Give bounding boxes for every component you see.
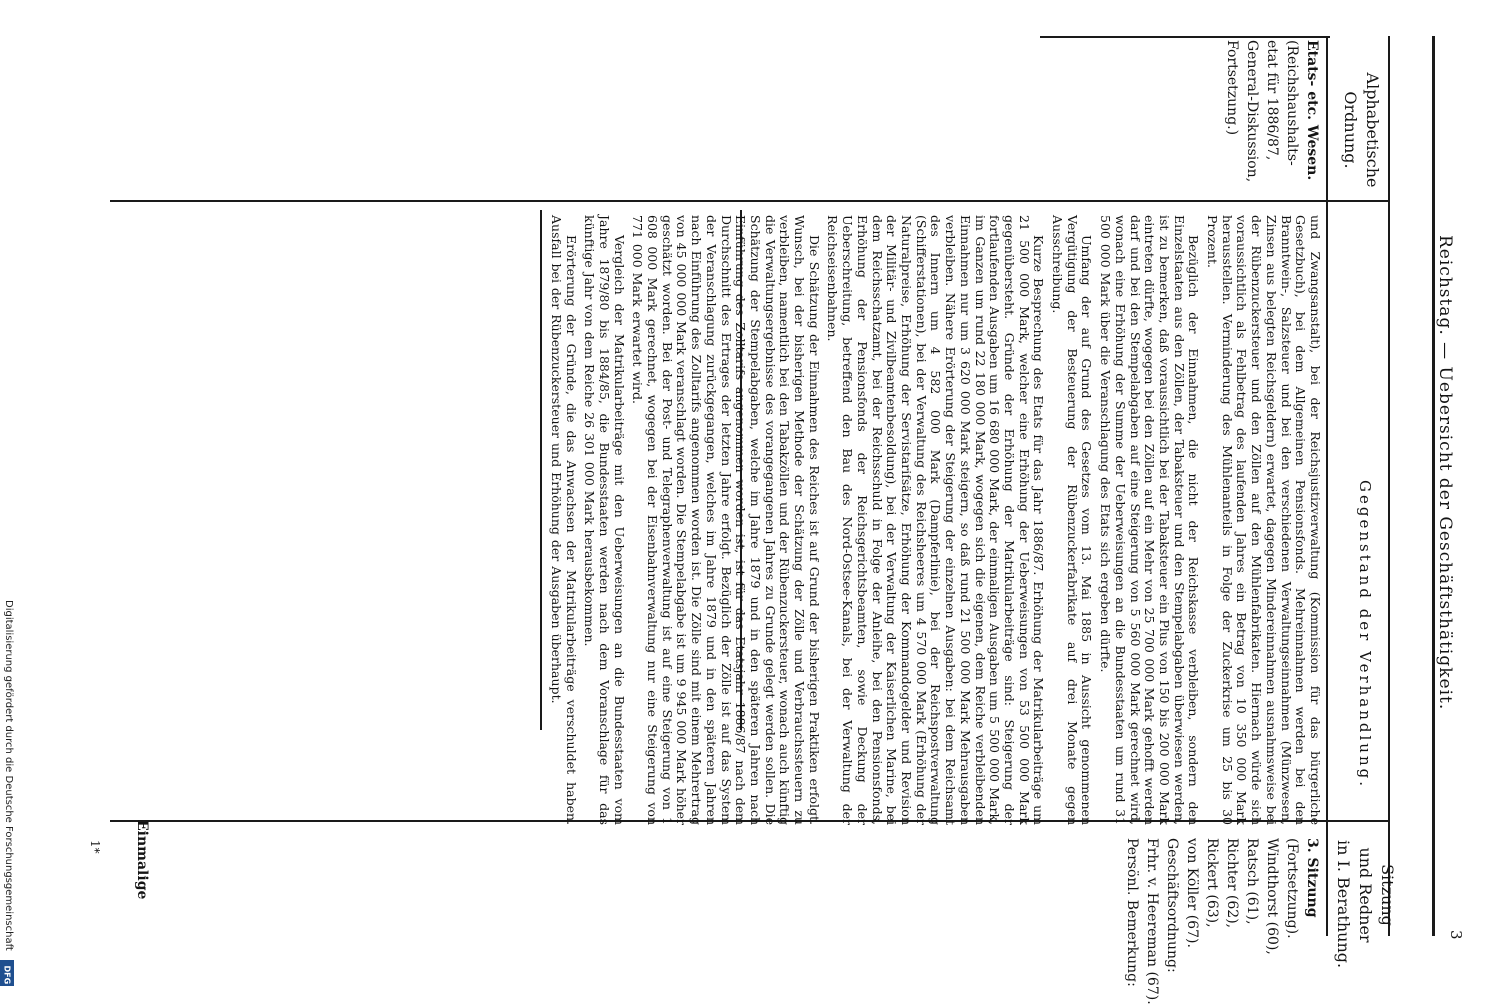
catchword: Einmalige [134, 820, 150, 900]
left-entry-line: etat für 1886/87, [1264, 40, 1280, 161]
rule-header-column [1326, 36, 1328, 936]
body-paragraph-1: und Zwangsanstalt), bei der Reichsjustizverwaltung (Kommission für das bürgerliche Gesetzbuch), bei dem Allgemeinen Pensionsfonds. Mehreinnahmen werden bei den Branntwein-, Salzsteuer und bei den verschiedenen Verwaltungseinnahmen (Münzwesen, Zinsen aus belegten Reichsgeldern) erwartet, dagegen Mindereinnahmen ausnahmsweise bei der Rübenzuckersteuer und den Zöllen auf den Mühlenfabrikaten. Hiernach würde sich voraussichtlich als Fehlbetrag des laufenden Jahres ein Betrag von 10 350 000 Mark herausstellen. Verminderung des Mühlenanteils in Folge der Zuckerkrise um 25 bis 30 Prozent. [1205, 215, 1323, 825]
body-paragraph-3: Umfang der auf Grund des Gesetzes vom 13. Mai 1885 in Aussicht genommenen Vergütigung der Besteuerung der Rübenzuckerfabrikate auf drei Monate gegen Ausschreibung. [1050, 215, 1095, 825]
right-entry-line: 3. Sitzung [1304, 838, 1320, 918]
right-entry-line: Geschäftsordnung: [1164, 838, 1180, 973]
body-paragraph-7: Erörterung der Gründe, die das Anwachsen der Matrikularbeiträge verschuldet haben. Ausfall bei der Rübenzuckersteuer und Erhöhung der Ausgaben überhaupt. [548, 215, 579, 825]
right-entry-line: von Köller (67). [1184, 838, 1200, 948]
left-entry-line: General-Diskussion, [1244, 40, 1260, 183]
right-entry-line: (Fortsetzung). [1284, 838, 1300, 939]
page-number: 3 [1447, 930, 1465, 940]
footer-credit: Digitalisierung gefördert durch die Deutsche Forschungsgemeinschaft [3, 600, 14, 951]
body-paragraph-2: Bezüglich der Einnahmen, die nicht der Reichskasse verbleiben, sondern den Einzelstaaten aus den Zöllen, der Tabaksteuer und den Stempelabgaben überwiesen werden, ist zu bemerken, daß voraussichtlich bei der Tabaksteuer ein Plus von 150 bis 200 000 Mark eintreten dürfte, wogegen bei den Zöllen auf ein Mehr von 25 700 000 Mark gehofft werden darf und bei den Stempelabgaben auf eine Steigerung von 5 560 000 Mark gerechnet wird, wonach eine Erhöhung der Summe der Ueberweisungen an die Bundesstaaten um rund 31 500 000 Mark über die Veranschlagung des Etats sich ergeben dürfte. [1098, 215, 1202, 825]
left-column-header-line2: Ordnung. [1341, 91, 1360, 169]
right-entry-line: Windthorst (60), [1264, 838, 1280, 955]
right-entry-line: Frhr. v. Heereman (67). [1144, 838, 1160, 1005]
dfg-logo-text: DFG [2, 965, 12, 985]
left-entry [1222, 40, 1322, 182]
left-entry-line: Fortsetzung.) [1224, 40, 1240, 136]
rule-left-column-top [1040, 36, 1330, 38]
body-paragraph-6: Vergleich der Matrikularbeiträge mit den Ueberweisungen an die Bundesstaaten vom Jahre 1879/80 bis 1884/85, die Bundesstaaten werden nach dem Voranschlage für das künftige Jahr von dem Reiche 26 301 000 Mark herausbekommen. [582, 215, 627, 825]
right-column-header-line2: und Redner [1356, 847, 1375, 943]
left-column-header [1339, 70, 1383, 190]
right-entry-line: Ratsch (61), [1244, 838, 1260, 925]
body-paragraph-5: Die Schätzung der Einnahmen des Reiches ist auf Grund der bisherigen Praktiken erfolgt. Wunsch, bei der bisherigen Methode der Schätzung der Zölle und Verbrauchssteuern zu verbleiben, namentlich bei den Tabakzöllen und der Rübenzuckersteuer, wonach auch künftig die Verwaltungsergebnisse des vorangegangenen Jahres zu Grunde gelegt werden sollen. Die Schätzung der Stempelabgaben, welche im Jahre 1879 und in den späteren Jahren nach Einführung des Zolltarifs angenommen worden ist, ist für das Etatsjahr 1886/87 nach dem Durchschnitt des Ertrages der letzten Jahre erfolgt. Bezüglich der Zölle ist auf das System der Veranschlagung zurückgegangen, welches im Jahre 1879 und in den späteren Jahren nach Einführung des Zolltarifs angenommen worden ist. Die Zölle sind mit einem Mehrertrag von 45 000 000 Mark veranschlagt worden. Die Stempelabgabe ist um 9 945 000 Mark höher geschätzt worden. Bei der Post- und Telegraphenverwaltung ist auf eine Steigerung von 1 608 000 Mark gerechnet, wogegen bei der Eisenbahnverwaltung nur eine Steigerung von 771 000 Mark erwartet wird. [630, 215, 822, 825]
footnote-mark: 1* [88, 840, 102, 854]
right-entry [1122, 838, 1322, 1005]
right-entry-line: Rickert (63), [1204, 838, 1220, 928]
left-entry-line: (Reichshaushalts- [1284, 40, 1300, 166]
rule-section-divider [540, 210, 542, 730]
dfg-logo [0, 960, 14, 986]
running-header: Reichstag. — Uebersicht der Geschäftsthätigkeit. [1435, 235, 1455, 711]
section-title: Gegenstand der Verhandlung. [1356, 480, 1374, 789]
right-column-header-line1: Sitzung [1378, 864, 1397, 926]
right-entry-line: Persönl. Bemerkung: [1124, 838, 1140, 987]
rule-left-column [110, 200, 1390, 202]
left-entry-line: Etats- etc. Wesen. [1304, 40, 1320, 181]
rule-right-column [1388, 36, 1390, 936]
right-entry-line: Richter (62), [1224, 838, 1240, 929]
right-column-header [1332, 840, 1398, 969]
right-column-header-line3: in I. Berathung. [1334, 840, 1353, 969]
main-body [544, 215, 1322, 825]
left-column-header-line1: Alphabetische [1363, 72, 1382, 188]
body-paragraph-4: Kurze Besprechung des Etats für das Jahr 1886/87. Erhöhung der Matrikularbeiträge um 21 500 000 Mark, welcher eine Erhöhung der Ueberweisungen von 53 500 000 Mark gegenübersteht. Gründe der Erhöhung der Matrikularbeiträge sind: Steigerung der fortlaufenden Ausgaben um 16 680 000 Mark, der einmaligen Ausgaben um 5 500 000 Mark, im Ganzen um rund 22 180 000 Mark, wogegen sich die eigenen, dem Reiche verbleibenden Einnahmen nur um 3 620 000 Mark steigern, so daß rund 21 500 000 Mark Mehrausgaben verbleiben. Nähere Erörterung der Steigerung der einzelnen Ausgaben: bei dem Reichsamt des Innern um 4 582 000 Mark (Dampferlinie), bei der Reichspostverwaltung (Schifferstationen), bei der Verwaltung des Reichsheeres um 4 570 000 Mark (Erhöhung der Naturalpreise, Erhöhung der Servistarifsätze, Erhöhung der Kommandogelder und Revision der Militär- und Zivilbeamtenbesoldung), bei der Verwaltung der Kaiserlichen Marine, bei dem Reichsschatzamt, bei der Reichsschuld in Folge der Anleihe, bei den Pensionsfonds, Erhöhung der Pensionsfonds der Reichsgerichtsbeamten, sowie Deckung der Ueberschreitung, betreffend den Bau des Nord-Ostsee-Kanals, bei der Verwaltung der Reichseisenbahnen. [825, 215, 1047, 825]
